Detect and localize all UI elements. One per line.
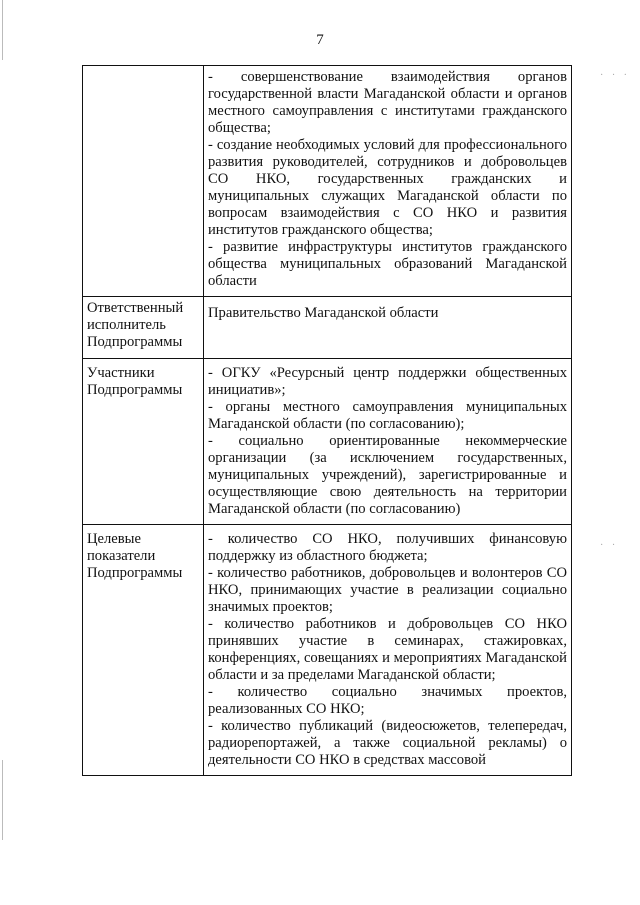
list-item: - ОГКУ «Ресурсный центр поддержки общественных инициатив»; bbox=[208, 365, 567, 398]
page-number: 7 bbox=[316, 32, 324, 48]
table-row-goals-continued bbox=[83, 66, 572, 297]
list-item: Правительство Магаданской области bbox=[208, 305, 439, 321]
list-item: - социально ориентированные некоммерческие организации (за исключением государственных, муниципальных учреждений), зарегистрированные и осуществляющие свою деятельность на территории Магаданской области (по согласованию) bbox=[208, 433, 567, 517]
row-label: Ответственный исполнитель Подпрограммы bbox=[83, 297, 204, 359]
list-item: - развитие инфраструктуры институтов гражданского общества муниципальных образований Магаданской области bbox=[208, 239, 567, 289]
scan-noise: · · bbox=[600, 540, 619, 551]
row-content bbox=[204, 66, 572, 297]
row-content bbox=[204, 359, 572, 525]
row-content bbox=[204, 525, 572, 776]
table-row-responsible bbox=[83, 297, 572, 359]
scan-edge-mark bbox=[2, 0, 3, 60]
list-item: - совершенствование взаимодействия органов государственной власти Магаданской области и органов местного самоуправления с институтами гражданского общества; bbox=[208, 69, 567, 136]
row-label: Участники Подпрограммы bbox=[83, 359, 204, 525]
row-label bbox=[83, 66, 204, 297]
row-content bbox=[204, 297, 572, 359]
scan-noise: · · · bbox=[600, 70, 630, 81]
list-item: - органы местного самоуправления муниципальных Магаданской области (по согласованию); bbox=[208, 399, 567, 432]
table-row-participants bbox=[83, 359, 572, 525]
scan-edge-mark bbox=[2, 760, 3, 840]
list-item: - количество СО НКО, получивших финансовую поддержку из областного бюджета; bbox=[208, 531, 567, 564]
subprogram-passport-table bbox=[82, 65, 572, 776]
list-item: - создание необходимых условий для профессионального развития руководителей, сотрудников и добровольцев СО НКО, государственных гражданских и муниципальных служащих Магаданской области по вопросам взаимодействия с СО НКО и развития институтов гражданского общества; bbox=[208, 137, 567, 238]
row-label: Целевые показатели Подпрограммы bbox=[83, 525, 204, 776]
table-row-target-indicators bbox=[83, 525, 572, 776]
list-item: - количество работников и добровольцев СО НКО принявших участие в семинарах, стажировках, конференциях, совещаниях и мероприятиях Магаданской области и за пределами Магаданской области; bbox=[208, 616, 567, 683]
list-item: - количество социально значимых проектов, реализованных СО НКО; bbox=[208, 684, 567, 717]
list-item: - количество публикаций (видеосюжетов, телепередач, радиорепортажей, а также социальной рекламы) о деятельности СО НКО в средствах массовой bbox=[208, 718, 567, 768]
list-item: - количество работников, добровольцев и волонтеров СО НКО, принимающих участие в реализации социально значимых проектов; bbox=[208, 565, 567, 615]
